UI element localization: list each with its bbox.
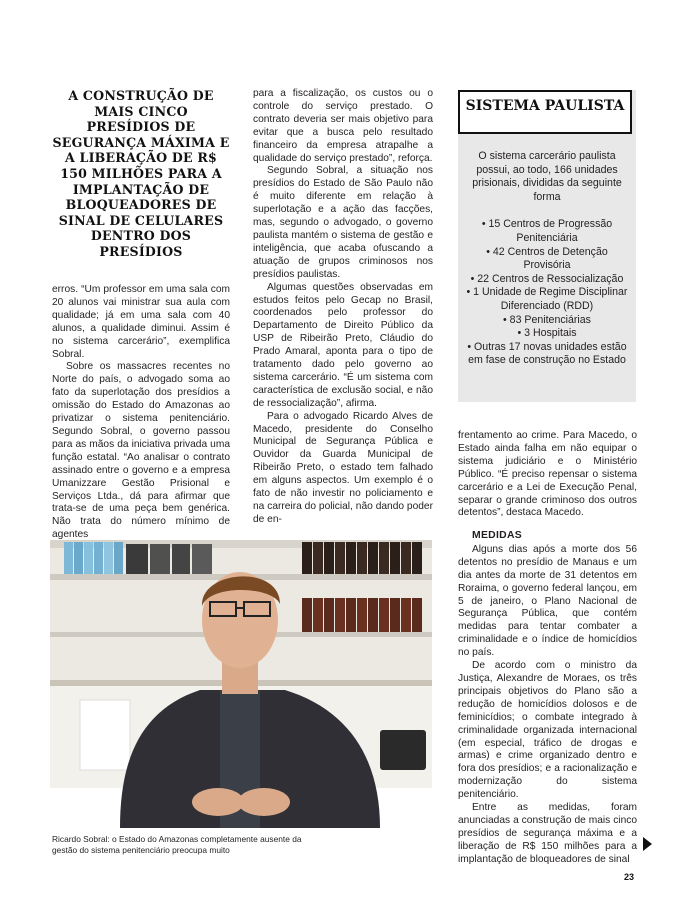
portrait-photo bbox=[50, 540, 432, 828]
sidebar-item: • 15 Centros de Progressão Penitenciária bbox=[481, 218, 613, 244]
paragraph: para a fiscalização, os custos ou o controle do serviço prestado. O contrato deveria ser mais objetivo para evitar que a busca pelo resultado financeiro da empresa atrapalhe a qualidade do serviço prestado”, reforça. bbox=[253, 88, 433, 164]
sidebar-item: • 22 Centros de Ressocialização bbox=[470, 272, 624, 285]
article-column-2 bbox=[253, 88, 433, 527]
section-heading: MEDIDAS bbox=[472, 530, 523, 541]
sidebar-item: • 1 Unidade de Regime Disciplinar Diferenciado (RDD) bbox=[466, 286, 628, 312]
pull-quote: A CONSTRUÇÃO DE MAIS CINCO PRESÍDIOS DE SEGURANÇA MÁXIMA E A LIBERAÇÃO DE R$ 150 MILHÕES PARA A IMPLANTAÇÃO DE BLOQUEADORES DE SINAL DE CELULARES DENTRO DOS PRESÍDIOS bbox=[52, 88, 230, 259]
paragraph: Para o advogado Ricardo Alves de Macedo, presidente do Conselho Municipal de Segurança Pública e Ouvidor da Guarda Municipal de Ribeirão Preto, o estado tem falhado em alguns aspectos. Um exemplo é o fato de não investir no policiamento e na carreira do policial, não dando poder de en- bbox=[253, 410, 433, 525]
sidebar-body bbox=[464, 150, 630, 368]
sidebar-box bbox=[458, 90, 636, 402]
paragraph: Segundo Sobral, a situação nos presídios do Estado de São Paulo não é muito diferente em relação à superlotação e a ação das facções, mas, segundo o advogado, o governo paulista mantém o sistema de gestão e inteligência, que acaba ofuscando a atuação de grupos criminosos nos presídios paulistas. bbox=[253, 165, 433, 280]
page-number: 23 bbox=[624, 872, 635, 882]
paragraph: Sobre os massacres recentes no Norte do país, o advogado soma ao fato da superlotação dos presídios a omissão do Estado do Amazonas ao privatizar o sistema penitenciário. Segundo Sobral, o governo passou para as mãos da iniciativa privada uma função estatal. “Ao analisar o contrato assinado entre o governo e a empresa Umanizzare Gestão Prisional e Serviços Ltda., dá para afirmar que trata-se de uma peça bem genérica. Não trata do número mínimo de agentes bbox=[52, 361, 230, 541]
sidebar-intro: O sistema carcerário paulista possui, ao todo, 166 unidades prisionais, divididas da seguinte forma bbox=[472, 150, 622, 203]
article-column-3 bbox=[458, 430, 637, 520]
photo-caption: Ricardo Sobral: o Estado do Amazonas completamente ausente da gestão do sistema penitenciário preocupa muito bbox=[52, 834, 302, 855]
sidebar-item: • 83 Penitenciárias bbox=[503, 313, 591, 326]
paragraph: frentamento ao crime. Para Macedo, o Estado ainda falha em não equipar o sistema judiciário e o Ministério Público. “É preciso repensar o sistema carcerário e a Lei de Execução Penal, separar o grande criminoso dos outros detentos”, destaca Macedo. bbox=[458, 430, 637, 519]
sidebar-item: • 42 Centros de Detenção Provisória bbox=[486, 245, 608, 272]
paragraph: Entre as medidas, foram anunciadas a construção de mais cinco presídios de segurança máxima e a liberação de R$ 150 milhões para a implantação de bloqueadores de sinal bbox=[458, 802, 637, 865]
portrait-illustration bbox=[50, 540, 432, 828]
sidebar-item: • Outras 17 novas unidades estão em fase de construção no Estado bbox=[467, 340, 627, 367]
article-column-1 bbox=[52, 284, 230, 542]
paragraph: Algumas questões observadas em estudos feitos pelo Gecap no Brasil, coordenados pelo professor do Departamento de Direito Público da USP de Ribeirão Preto, Cláudio do Prado Amaral, aponta para o tipo de tratamento dado pelo governo ao sistema carcerário. “É um sistema com característica de exclusão social, e não de ressocialização”, afirma. bbox=[253, 281, 433, 409]
paragraph: Alguns dias após a morte dos 56 detentos no presídio de Manaus e um dia antes da morte de 31 detentos em Roraima, o governo federal lançou, em 5 de janeiro, o Plano Nacional de Segurança Pública, que contém medidas para tentar combater a criminalidade e o índice de homicídios no país. bbox=[458, 543, 637, 659]
sidebar-title: SISTEMA PAULISTA bbox=[458, 90, 632, 134]
medidas-section bbox=[458, 530, 637, 867]
sidebar-item: • 3 Hospitais bbox=[517, 327, 577, 340]
paragraph: erros. “Um professor em uma sala com 20 alunos vai ministrar sua aula com qualidade; já em uma sala com 40 alunos, a qualidade diminui. Assim é no sistema carcerário”, exemplifica Sobral. bbox=[52, 284, 230, 360]
paragraph: De acordo com o ministro da Justiça, Alexandre de Moraes, os três principais objetivos do Plano são a redução de homicídios dolosos e de feminicídios; o combate integrado à criminalidade organizada internacional (em especial, tráfico de drogas e armas) e crime organizado dentro e fora dos presídios; e a racionalização e modernização do sistema penitenciário. bbox=[458, 660, 637, 801]
continue-arrow-icon bbox=[643, 837, 652, 851]
